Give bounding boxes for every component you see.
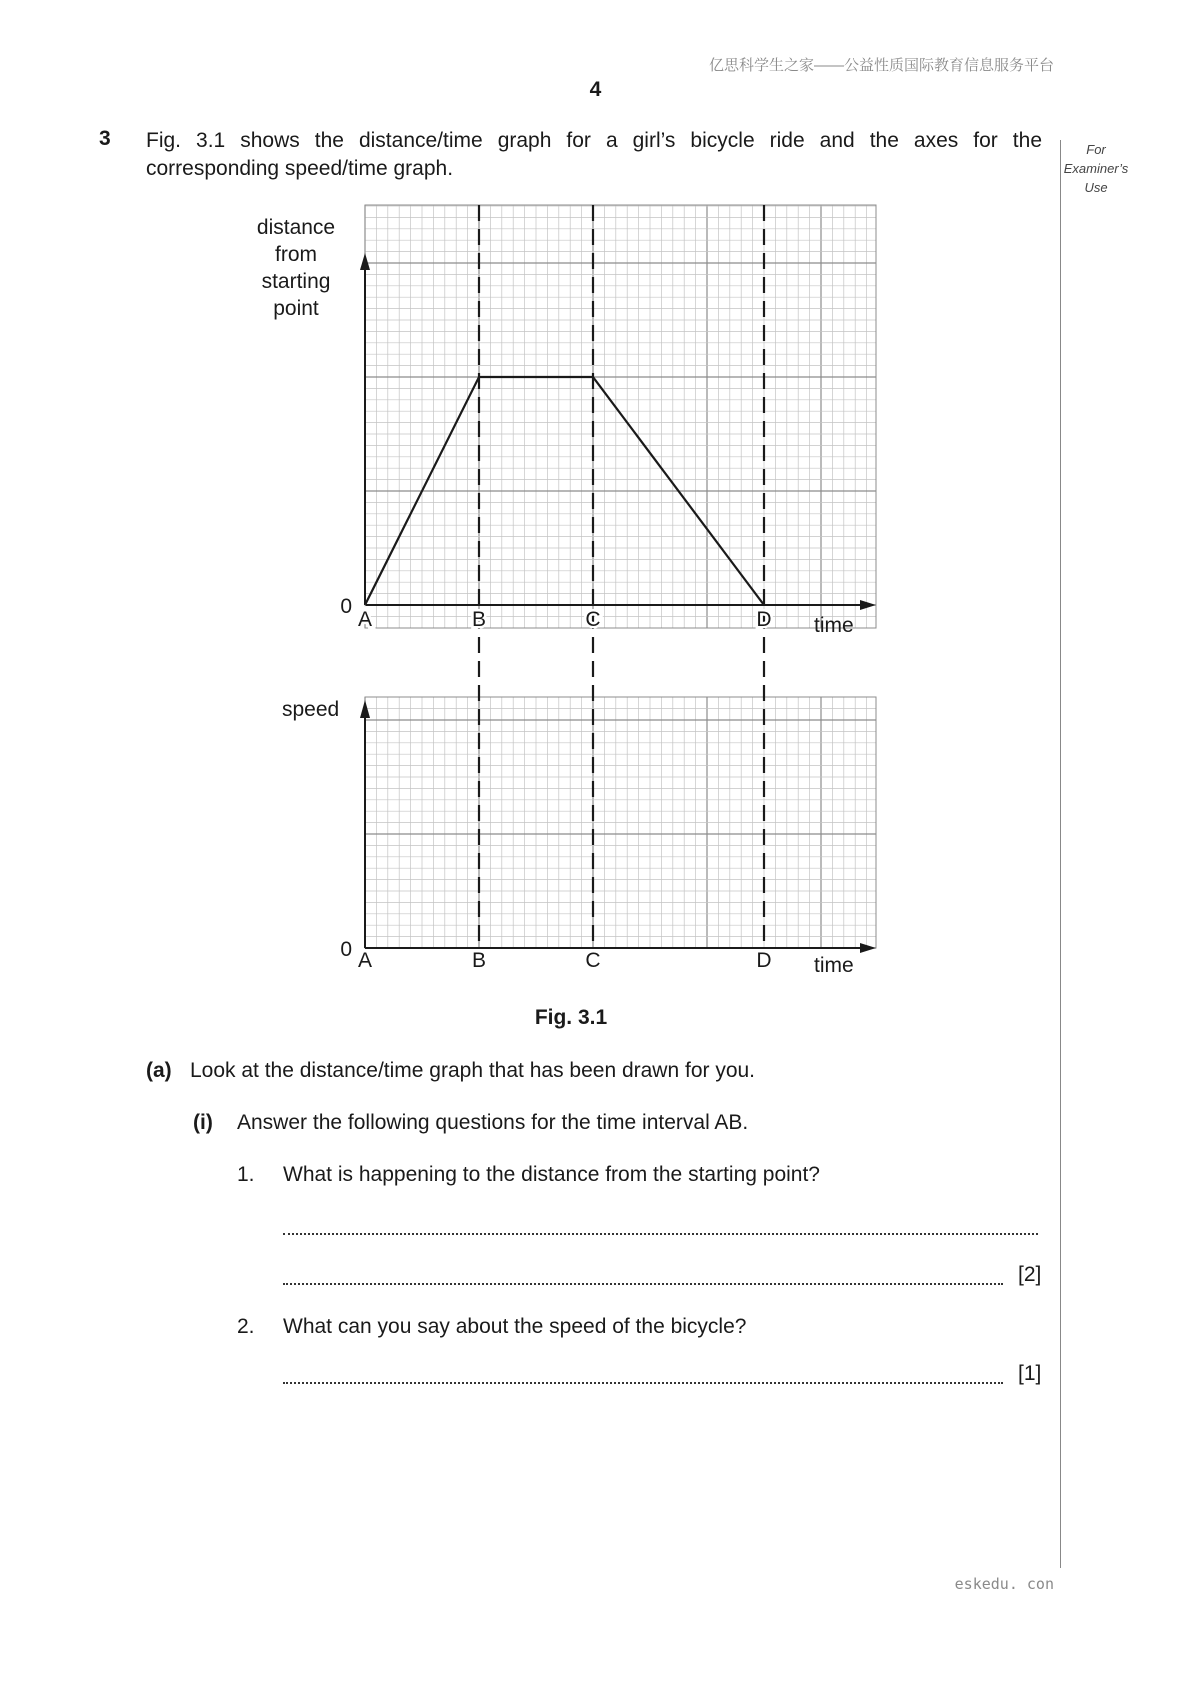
sub-i-text: Answer the following questions for the time interval AB.: [237, 1111, 749, 1134]
top-frame: [365, 205, 876, 628]
question-1-text: What is happening to the distance from the starting point?: [283, 1163, 820, 1186]
time-markers: [479, 205, 764, 948]
top-point-label-a: A: [357, 608, 373, 631]
question-1-number: 1.: [237, 1163, 255, 1186]
top-point-label-d: D: [756, 608, 772, 631]
part-a-label: (a): [146, 1059, 172, 1082]
examiner-line-2: Examiner’s: [1063, 161, 1129, 176]
question-number: 3: [99, 127, 111, 150]
top-point-label-b: B: [471, 608, 487, 631]
question-text: Fig. 3.1 shows the distance/time graph for a girl’s bicycle ride and the axes for the corresponding speed/time graph.: [146, 129, 1042, 180]
axes: [357, 253, 876, 953]
question-2-mark: [1]: [1018, 1362, 1042, 1385]
examiner-line-1: For: [1086, 142, 1106, 157]
bottom-ylabel: speed: [282, 698, 340, 721]
bottom-point-label-b: B: [471, 949, 487, 972]
bottom-point-label-c: C: [585, 949, 601, 972]
top-x-arrow: [860, 600, 876, 610]
top-ylabel-line: starting: [261, 270, 331, 293]
header-watermark: 亿思科学生之家——公益性质国际教育信息服务平台: [708, 57, 1054, 74]
answer-line-1b[interactable]: [283, 1263, 1003, 1285]
distance-time-grid: [365, 205, 876, 628]
question-2-number: 2.: [237, 1315, 255, 1338]
examiner-line-3: Use: [1084, 180, 1108, 195]
speed-time-grid: [365, 697, 876, 948]
top-point-label-c: C: [585, 608, 601, 631]
answer-line-2[interactable]: [283, 1362, 1003, 1384]
bottom-y-arrow: [360, 700, 370, 718]
bottom-point-label-a: A: [357, 949, 373, 972]
figure-caption: Fig. 3.1: [534, 1006, 608, 1029]
bottom-xlabel: time: [814, 954, 854, 977]
bottom-point-label-d: D: [756, 949, 772, 972]
bottom-x-arrow: [860, 943, 876, 953]
footer-watermark: eskedu. con: [954, 1575, 1054, 1593]
top-ylabel-line: point: [273, 297, 319, 320]
answer-line-1a[interactable]: [283, 1213, 1038, 1235]
top-ylabel-line: distance: [256, 216, 336, 239]
question-2-text: What can you say about the speed of the bicycle?: [283, 1315, 747, 1338]
sub-i-label: (i): [193, 1111, 213, 1134]
top-y-arrow: [360, 253, 370, 270]
top-ylabel-line: from: [275, 243, 317, 266]
top-xlabel: time: [814, 614, 854, 637]
part-a-text: Look at the distance/time graph that has been drawn for you.: [190, 1059, 756, 1082]
question-1-mark: [2]: [1018, 1263, 1042, 1286]
page-number: 4: [589, 78, 602, 101]
bottom-origin-label: 0: [340, 938, 352, 961]
top-origin-label: 0: [340, 595, 352, 618]
